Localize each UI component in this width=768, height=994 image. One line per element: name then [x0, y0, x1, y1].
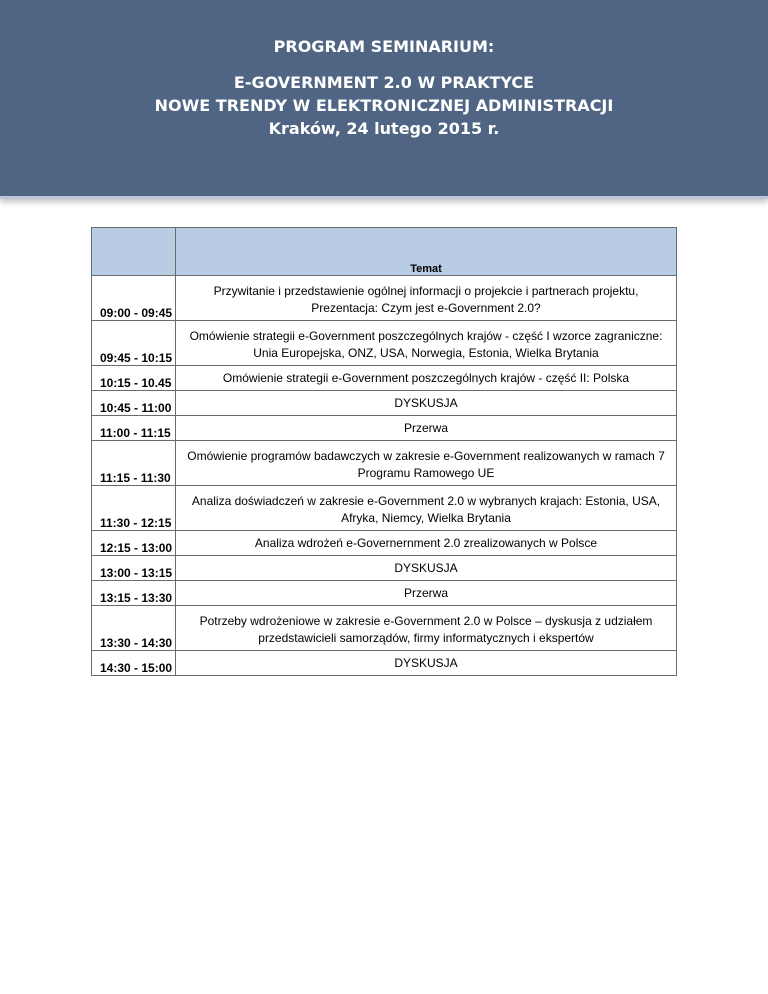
table-row	[92, 581, 677, 606]
table-row	[92, 556, 677, 581]
topic-cell: DYSKUSJA	[176, 651, 677, 676]
document-header	[0, 0, 768, 199]
time-cell: 14:30 - 15:00	[92, 651, 176, 676]
time-cell: 13:15 - 13:30	[92, 581, 176, 606]
time-cell: 11:15 - 11:30	[92, 441, 176, 486]
topic-column-header: Temat	[176, 228, 677, 276]
topic-cell: Omówienie strategii e-Government poszczególnych krajów - część I wzorce zagraniczne: Unia Europejska, ONZ, USA, Norwegia, Estonia, Wielka Brytania	[176, 321, 677, 366]
topic-cell: Analiza wdrożeń e-Governernment 2.0 zrealizowanych w Polsce	[176, 531, 677, 556]
seminar-subtitle: NOWE TRENDY W ELEKTRONICZNEJ ADMINISTRACJI	[154, 96, 614, 115]
topic-cell: Przerwa	[176, 581, 677, 606]
time-cell: 10:15 - 10.45	[92, 366, 176, 391]
schedule-table	[91, 227, 677, 676]
topic-cell: Przywitanie i przedstawienie ogólnej informacji o projekcie i partnerach projektu, Prezentacja: Czym jest e-Government 2.0?	[176, 276, 677, 321]
table-header-row	[92, 228, 677, 276]
seminar-title: E-GOVERNMENT 2.0 W PRAKTYCE	[233, 73, 535, 92]
time-cell: 11:00 - 11:15	[92, 416, 176, 441]
time-column-header	[92, 228, 176, 276]
table-row	[92, 651, 677, 676]
time-cell: 09:45 - 10:15	[92, 321, 176, 366]
topic-cell: DYSKUSJA	[176, 556, 677, 581]
table-row	[92, 366, 677, 391]
topic-cell: Potrzeby wdrożeniowe w zakresie e-Government 2.0 w Polsce – dyskusja z udziałem przedstawicieli samorządów, firmy informatycznych i ekspertów	[176, 606, 677, 651]
table-row	[92, 391, 677, 416]
time-cell: 13:00 - 13:15	[92, 556, 176, 581]
table-row	[92, 606, 677, 651]
table-row	[92, 276, 677, 321]
seminar-place-date: Kraków, 24 lutego 2015 r.	[268, 119, 500, 138]
topic-cell: Omówienie programów badawczych w zakresie e-Government realizowanych w ramach 7 Programu Ramowego UE	[176, 441, 677, 486]
time-cell: 12:15 - 13:00	[92, 531, 176, 556]
time-cell: 10:45 - 11:00	[92, 391, 176, 416]
topic-cell: Przerwa	[176, 416, 677, 441]
topic-cell: Analiza doświadczeń w zakresie e-Government 2.0 w wybranych krajach: Estonia, USA, Afryka, Niemcy, Wielka Brytania	[176, 486, 677, 531]
table-row	[92, 486, 677, 531]
table-row	[92, 441, 677, 486]
topic-cell: Omówienie strategii e-Government poszczególnych krajów - część II: Polska	[176, 366, 677, 391]
topic-cell: DYSKUSJA	[176, 391, 677, 416]
table-row	[92, 416, 677, 441]
time-cell: 09:00 - 09:45	[92, 276, 176, 321]
time-cell: 11:30 - 12:15	[92, 486, 176, 531]
program-heading: PROGRAM SEMINARIUM:	[273, 37, 495, 56]
time-cell: 13:30 - 14:30	[92, 606, 176, 651]
table-row	[92, 321, 677, 366]
table-row	[92, 531, 677, 556]
